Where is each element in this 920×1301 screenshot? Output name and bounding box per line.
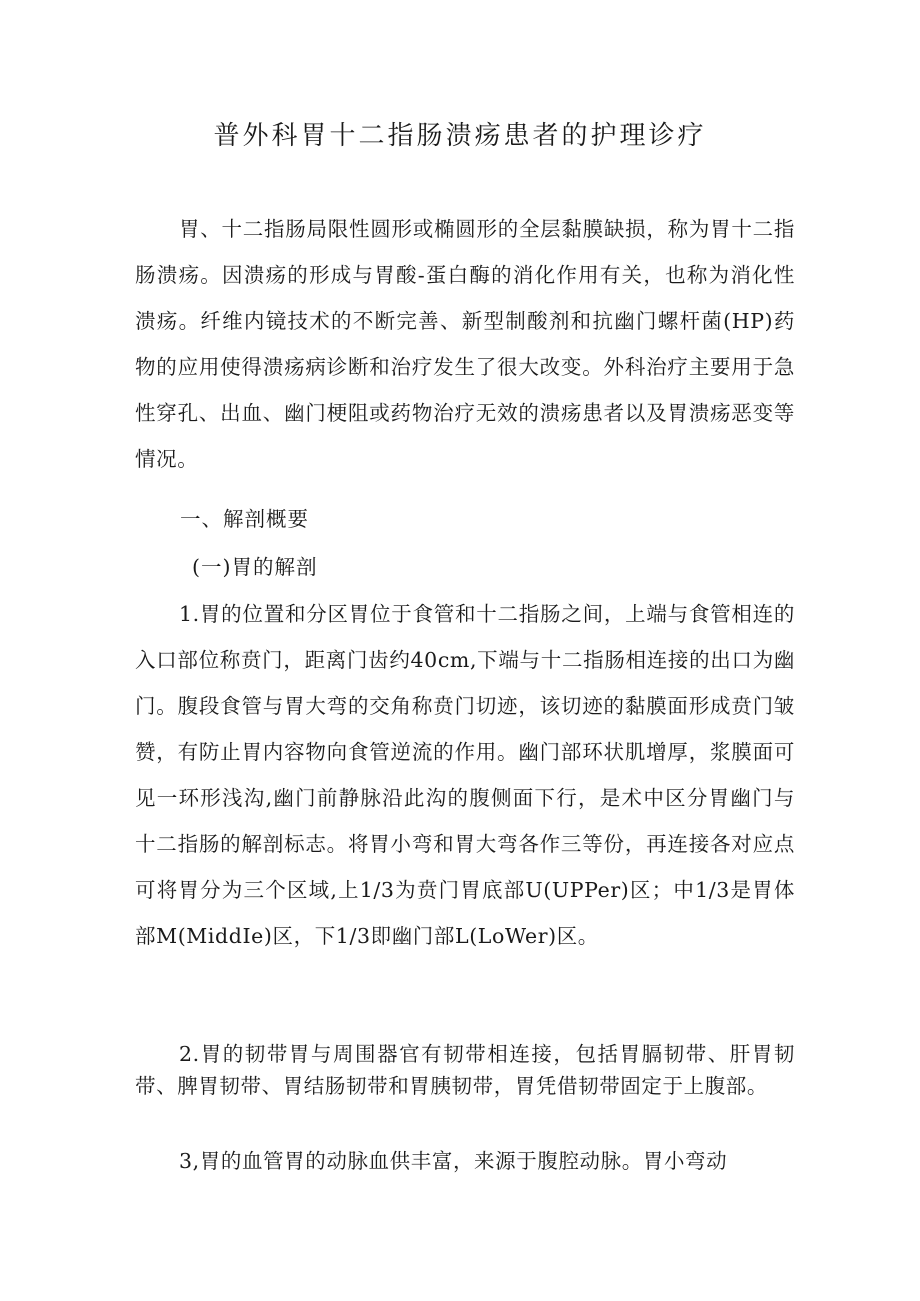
paragraph-item-2: 2.胃的韧带胃与周围器官有韧带相连接，包括胃膈韧带、肝胃韧带、脾胃韧带、胃结肠韧带和胃胰韧带，胃凭借韧带固定于上腹部。	[135, 1042, 795, 1098]
section-heading-anatomy: 一、解剖概要	[180, 507, 309, 531]
paragraph-item-3: 3,胃的血管胃的动脉血供丰富，来源于腹腔动脉。胃小弯动	[179, 1149, 728, 1173]
paragraph-item-1: 1.胃的位置和分区胃位于食管和十二指肠之间，上端与食管相连的入口部位称贲门，距离门齿约40cm,下端与十二指肠相连接的出口为幽门。腹段食管与胃大弯的交角称贲门切迹，该切迹的黏膜面形成贲门皱赞，有防止胃内容物向食管逆流的作用。幽门部环状肌增厚，浆膜面可见一环形浅沟,幽门前静脉沿此沟的腹侧面下行，是术中区分胃幽门与十二指肠的解剖标志。将胃小弯和胃大弯各作三等份，再连接各对应点可将胃分为三个区域,上1/3为贲门胃底部U(UPPer)区；中1/3是胃体部M(MiddIe)区，下1/3即幽门部L(LoWer)区。	[135, 602, 795, 948]
document-title: 普外科胃十二指肠溃疡患者的护理诊疗	[213, 121, 707, 151]
intro-paragraph: 胃、十二指肠局限性圆形或椭圆形的全层黏膜缺损，称为胃十二指肠溃疡。因溃疡的形成与胃酸-蛋白酶的消化作用有关，也称为消化性溃疡。纤维内镜技术的不断完善、新型制酸剂和抗幽门螺杆菌(HP)药物的应用使得溃疡病诊断和治疗发生了很大改变。外科治疗主要用于急性穿孔、出血、幽门梗阻或药物治疗无效的溃疡患者以及胃溃疡恶变等情况。	[135, 217, 795, 471]
subsection-heading-stomach: (一)胃的解剖	[192, 555, 318, 579]
